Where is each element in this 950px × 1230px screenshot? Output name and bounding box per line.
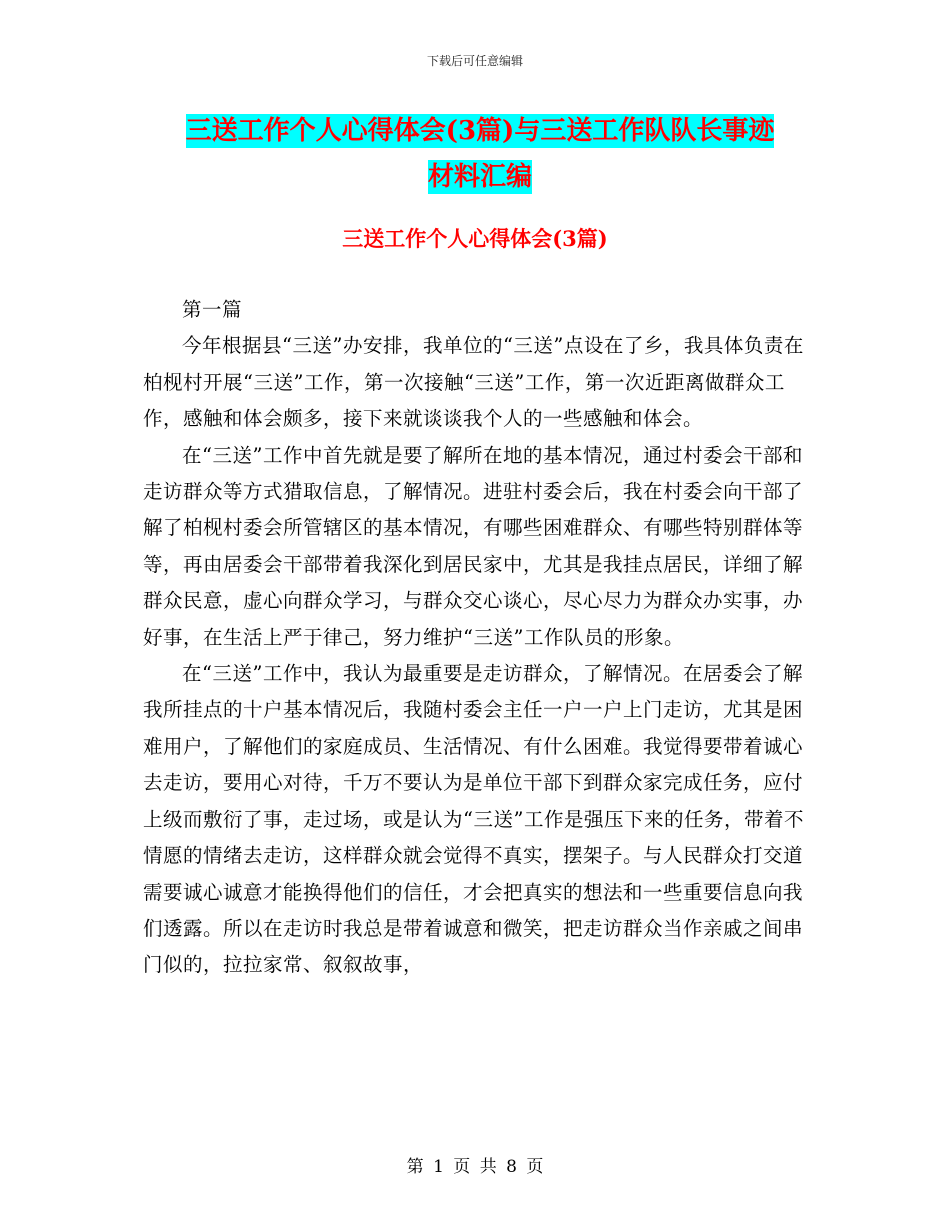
document-title-line2: 材料汇编 <box>427 162 532 192</box>
paragraph: 今年根据县“三送”办安排，我单位的“三送”点设在了乡，我具体负责在柏枧村开展“三送”工作，第一次接触“三送”工作，第一次近距离做群众工作，感触和体会颇多，接下来就谈谈我个人的一些感触和体会。 <box>143 334 804 431</box>
paragraph: 在“三送”工作中，我认为最重要是走访群众，了解情况。在居委会了解我所挂点的十户基本情况后，我随村委会主任一户一户上门走访，尤其是困难用户，了解他们的家庭成员、生活情况、有什么困难。我觉得要带着诚心去走访，要用心对待，千万不要认为是单位干部下到群众家完成任务，应付上级而敷衍了事，走过场，或是认为“三送”工作是强压下来的任务，带着不情愿的情绪去走访，这样群众就会觉得不真实，摆架子。与人民群众打交道需要诚心诚意才能换得他们的信任，才会把真实的想法和一些重要信息向我们透露。所以在走访时我总是带着诚意和微笑，把走访群众当作亲戚之间串门似的，拉拉家常、叙叙故事， <box>143 662 804 977</box>
header-note: 下载后可任意编辑 <box>426 54 523 68</box>
page-footer: 第 1 页 共 8 页 <box>406 1157 544 1177</box>
section-title: 三送工作个人心得体会(3篇) <box>342 226 608 251</box>
document-body <box>143 292 808 984</box>
paragraph: 在“三送”工作中首先就是要了解所在地的基本情况，通过村委会干部和走访群众等方式猎取信息，了解情况。进驻村委会后，我在村委会向干部了解了柏枧村委会所管辖区的基本情况，有哪些困难群众、有哪些特别群体等等，再由居委会干部带着我深化到居民家中，尤其是我挂点居民，详细了解群众民意，虚心向群众学习，与群众交心谈心，尽心尽力为群众办实事，办好事，在生活上严于律己，努力维护“三送”工作队员的形象。 <box>143 443 804 649</box>
document-title-line1: 三送工作个人心得体会(3篇)与三送工作队队长事迹 <box>185 116 775 146</box>
paragraph-label: 第一篇 <box>182 298 243 321</box>
document-title <box>140 108 820 200</box>
